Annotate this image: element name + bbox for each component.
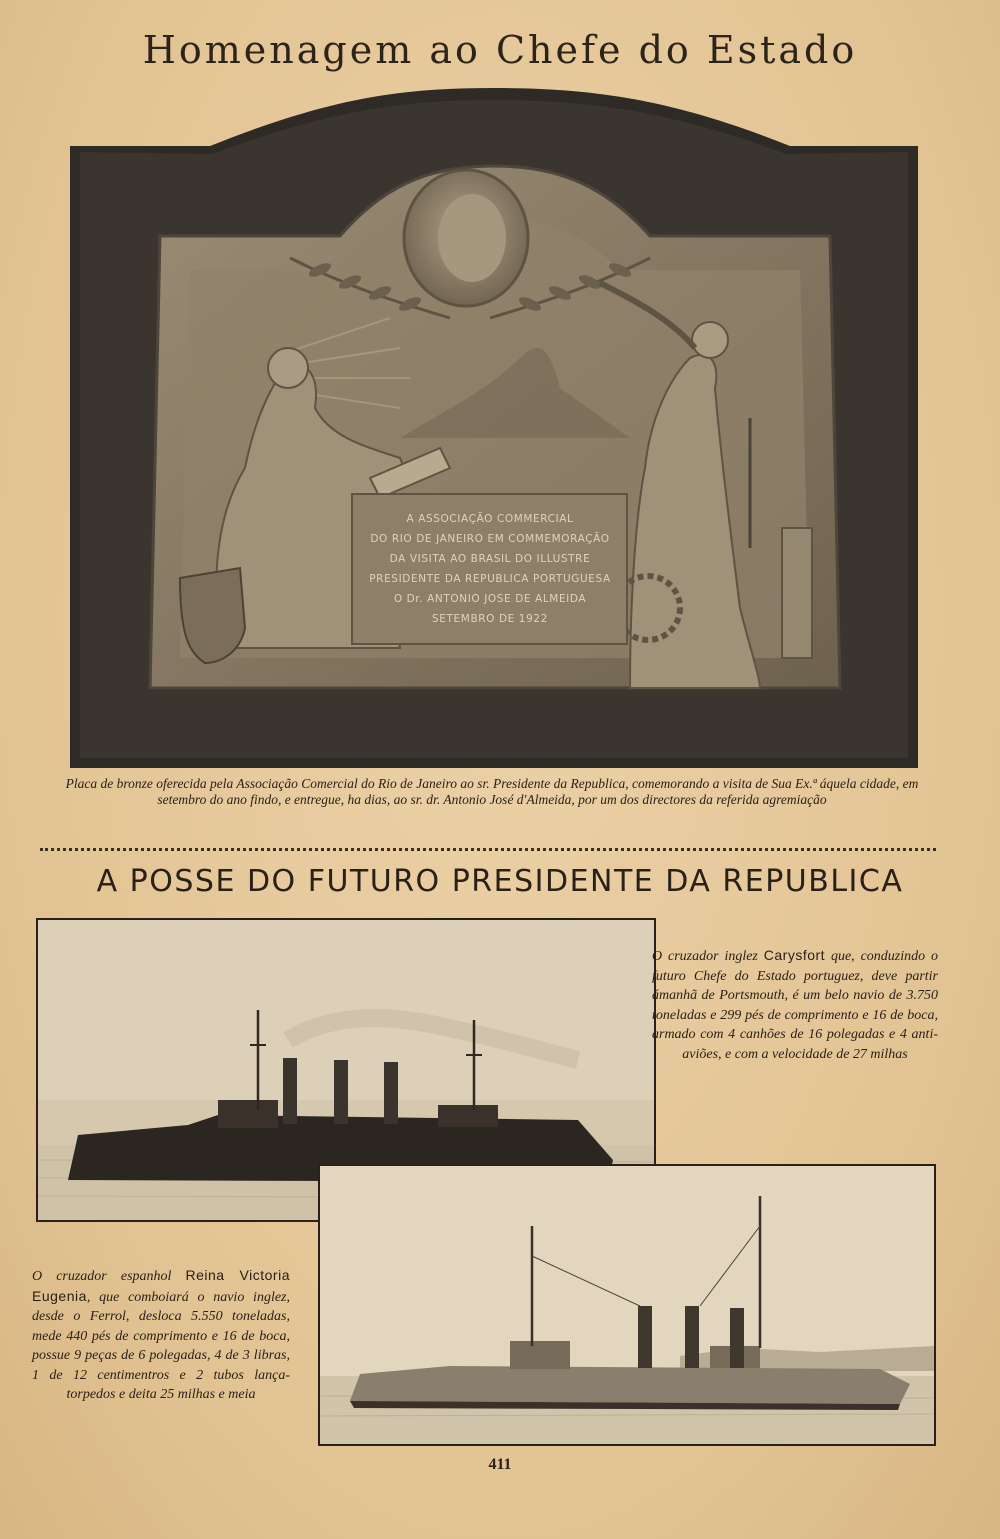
plaque-inscription-line: O Dr. ANTONIO JOSE DE ALMEIDA	[393, 593, 587, 605]
carysfort-text-start: O cruzador inglez	[652, 949, 764, 964]
ship-name-carysfort: Carysfort	[763, 947, 826, 963]
ship-photo-reina-victoria-eugenia	[318, 1164, 936, 1446]
plaque-caption: Placa de bronze oferecida pela Associação Comercial do Rio de Janeiro ao sr. Presidente da Republica, comemorando a visita de Sua Ex.ª áquela cidade, em setembro do ano findo, e entregue, ha dias, ao sr. dr. Antonio José d'Almeida, por um dos directores da referida agremiação	[65, 776, 919, 807]
plaque-inscription-line: SETEMBRO DE 1922	[432, 613, 548, 625]
section-title: A POSSE DO FUTURO PRESIDENTE DA REPUBLICA	[96, 864, 904, 899]
plaque-inscription-line: PRESIDENTE DA REPUBLICA PORTUGUESA	[369, 573, 611, 585]
plaque-inscription-line: DO RIO DE JANEIRO EM COMMEMORAÇÃO	[370, 533, 610, 545]
plaque-photo	[70, 88, 918, 768]
reina-text-start: O cruzador espanhol	[32, 1269, 186, 1284]
carysfort-description	[652, 946, 938, 1064]
plaque-inscription-line: DA VISITA AO BRASIL DO ILLUSTRE	[389, 553, 591, 565]
ship-illustration	[320, 1166, 934, 1444]
page-number: 411	[488, 1456, 512, 1473]
section-divider	[40, 848, 936, 851]
plaque-inscription-line: A ASSOCIAÇÃO COMMERCIAL	[406, 513, 574, 525]
reina-text-rest: , que comboiará o navio inglez, desde o Ferrol, desloca 5.550 toneladas, mede 440 pés de comprimento e 16 de boca, possue 9 peças de 6 polegadas, 4 de 3 libras, 1 de 12 centimentros e 2 tubos lança-torpedos e deita 25 milhas e meia	[32, 1289, 290, 1402]
page-title: Homenagem ao Chefe do Estado	[142, 28, 858, 72]
plaque-illustration	[70, 88, 918, 768]
ship-name-reina-victoria-eugenia: Reina Victoria Eugenia	[32, 1267, 290, 1304]
reina-victoria-eugenia-description	[32, 1266, 290, 1405]
carysfort-text-rest: que, conduzindo o futuro Chefe do Estado portuguez, deve partir ámanhã de Portsmouth, é um belo navio de 3.750 toneladas e 299 pés de comprimento e 16 de boca, armado com 4 canhões de 16 polegadas e 4 anti-aviões, e com a velocidade de 27 milhas	[652, 949, 939, 1062]
